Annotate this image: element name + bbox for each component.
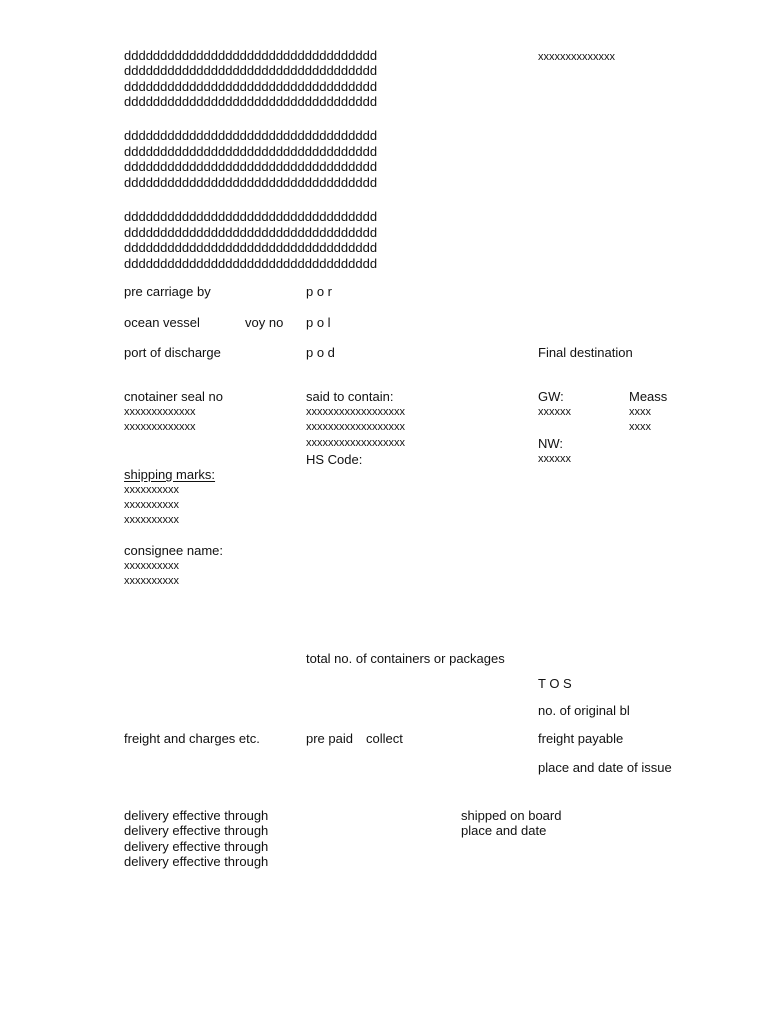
notify-line: ddddddddddddddddddddddddddddddddddd	[124, 225, 378, 240]
pod-label: p o d	[306, 345, 335, 360]
pre-carriage-label: pre carriage by	[124, 284, 211, 299]
container-seal-value: xxxxxxxxxxxxx	[124, 406, 196, 418]
gw-value: xxxxxx	[538, 406, 571, 418]
delivery-line: delivery effective through	[124, 808, 269, 823]
shipping-marks-value: xxxxxxxxxx	[124, 499, 179, 511]
reference-code: xxxxxxxxxxxxxx	[538, 51, 615, 63]
voy-no-label: voy no	[245, 315, 284, 330]
freight-charges-label: freight and charges etc.	[124, 731, 260, 746]
place-date-issue-label: place and date of issue	[538, 760, 672, 775]
pol-label: p o l	[306, 315, 331, 330]
consignee-name-value: xxxxxxxxxx	[124, 575, 179, 587]
shipped-on-board-label: shipped on board	[461, 808, 562, 823]
meass-value: xxxx	[629, 421, 651, 433]
meass-label: Meass	[629, 389, 668, 404]
notify-line: ddddddddddddddddddddddddddddddddddd	[124, 256, 378, 271]
consignee-name-value: xxxxxxxxxx	[124, 560, 179, 572]
said-to-contain-value: xxxxxxxxxxxxxxxxxx	[306, 421, 405, 433]
container-seal-value: xxxxxxxxxxxxx	[124, 421, 196, 433]
shipper-line: ddddddddddddddddddddddddddddddddddd	[124, 94, 378, 109]
meass-value: xxxx	[629, 406, 651, 418]
shipping-marks-label: shipping marks:	[124, 467, 216, 482]
shipper-line: ddddddddddddddddddddddddddddddddddd	[124, 79, 378, 94]
por-label: p o r	[306, 284, 333, 299]
nw-value: xxxxxx	[538, 453, 571, 465]
notify-line: ddddddddddddddddddddddddddddddddddd	[124, 209, 378, 224]
delivery-line: delivery effective through	[124, 839, 269, 854]
said-to-contain-label: said to contain:	[306, 389, 394, 404]
place-and-date-label: place and date	[461, 823, 547, 838]
prepaid-label: pre paid	[306, 731, 353, 746]
port-of-discharge-label: port of discharge	[124, 345, 221, 360]
shipper-line: ddddddddddddddddddddddddddddddddddd	[124, 48, 378, 63]
consignee-line: ddddddddddddddddddddddddddddddddddd	[124, 175, 378, 190]
tos-label: T O S	[538, 676, 572, 691]
final-destination-label: Final destination	[538, 345, 633, 360]
shipping-marks-value: xxxxxxxxxx	[124, 484, 179, 496]
collect-label: collect	[366, 731, 403, 746]
nw-label: NW:	[538, 436, 564, 451]
consignee-line: ddddddddddddddddddddddddddddddddddd	[124, 144, 378, 159]
container-seal-label: cnotainer seal no	[124, 389, 224, 404]
ocean-vessel-label: ocean vessel	[124, 315, 200, 330]
delivery-line: delivery effective through	[124, 823, 269, 838]
shipper-line: ddddddddddddddddddddddddddddddddddd	[124, 63, 378, 78]
shipping-marks-value: xxxxxxxxxx	[124, 514, 179, 526]
consignee-name-label: consignee name:	[124, 543, 224, 558]
gw-label: GW:	[538, 389, 564, 404]
original-bl-label: no. of original bl	[538, 703, 630, 718]
consignee-line: ddddddddddddddddddddddddddddddddddd	[124, 159, 378, 174]
total-containers-label: total no. of containers or packages	[306, 651, 505, 666]
consignee-line: ddddddddddddddddddddddddddddddddddd	[124, 128, 378, 143]
freight-payable-label: freight payable	[538, 731, 624, 746]
notify-line: ddddddddddddddddddddddddddddddddddd	[124, 240, 378, 255]
hs-code-label: HS Code:	[306, 452, 363, 467]
said-to-contain-value: xxxxxxxxxxxxxxxxxx	[306, 437, 405, 449]
delivery-line: delivery effective through	[124, 854, 269, 869]
said-to-contain-value: xxxxxxxxxxxxxxxxxx	[306, 406, 405, 418]
